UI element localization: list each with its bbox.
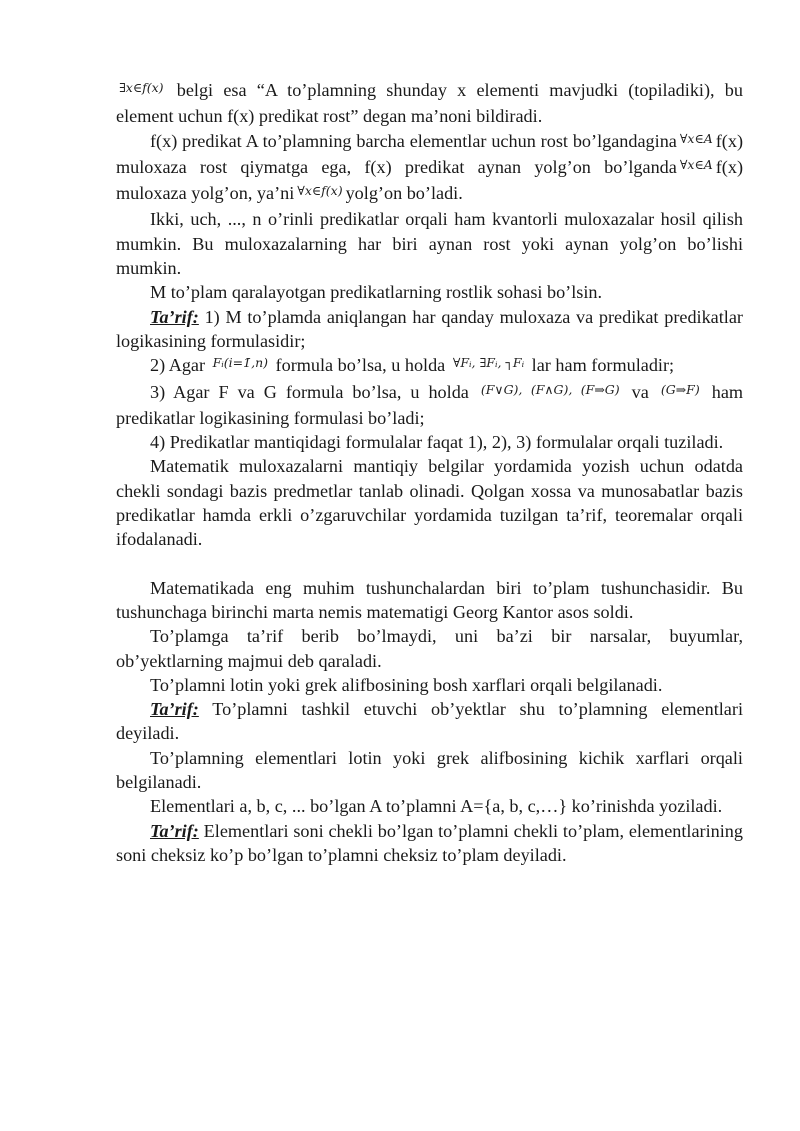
- math-forall-expr: ∀x∈f(x): [297, 183, 343, 199]
- definition-formula-4: 4) Predikatlar mantiqidagi formulalar faqat 1), 2), 3) formulalar orqali tuziladi.: [150, 432, 724, 453]
- paragraph-text: lar ham formuladir;: [531, 355, 675, 376]
- paragraph-text: 1) M to’plamda aniqlangan har qanday muloxaza va predikat predikatlar logikasining formulasidir;: [116, 306, 743, 351]
- definition-label: Ta’rif:: [150, 699, 199, 720]
- math-exists-expr: ∃x∈f(x): [119, 80, 164, 95]
- paragraph-set-undefined: To’plamga ta’rif berib bo’lmaydi, uni ba’zi bir narsalar, buyumlar, ob’yektlarning majmui deb qaraladi.: [116, 626, 743, 671]
- paragraph-truth-domain: M to’plam qaralayotgan predikatlarning rostlik sohasi bo’lsin.: [150, 282, 603, 303]
- paragraph-text: 3) Agar F va G formula bo’lsa, u holda: [150, 381, 469, 402]
- definition-set-elements: [116, 697, 743, 746]
- paragraph-text: To’plamni tashkil etuvchi ob’yektlar shu to’plamning elementlari deyiladi.: [116, 699, 743, 744]
- paragraph-text: belgi esa “A to’plamning shunday x elementi mavjudki (topiladiki), bu element uchun f(x) predikat rost” degan ma’noni bildiradi.: [116, 80, 743, 127]
- definition-formula-2: [116, 353, 743, 379]
- definition-formula-3: [116, 380, 743, 431]
- paragraph-multi-place-predicates: Ikki, uch, ..., n o’rinli predikatlar orqali ham kvantorli muloxazalar hosil qilish mumkin. Bu muloxazalarning har biri aynan rost yoki aynan yolg’on bo’lishi mumkin.: [116, 209, 743, 279]
- paragraph-forall-quantifier: [116, 129, 743, 208]
- math-fi-expr: Fᵢ(i=1̄,n): [212, 355, 268, 371]
- paragraph-element-notation: To’plamning elementlari lotin yoki grek alifbosining kichik xarflari orqali belgilanadi.: [116, 747, 743, 793]
- paragraph-text: 2) Agar: [150, 355, 206, 376]
- paragraph-text: formula bo’lsa, u holda: [275, 355, 446, 376]
- paragraph-text: va: [631, 381, 649, 402]
- math-forall-expr: ∀x∈A: [679, 156, 713, 172]
- definition-formula-1: [116, 305, 743, 354]
- math-connectives-expr: (F∨G), (F∧G), (F⇒G): [480, 381, 620, 397]
- document-body: [116, 78, 743, 867]
- math-forall-expr: ∀x∈A: [679, 130, 713, 146]
- paragraph-text: ham predikatlar logikasining formulasi bo’ladi;: [116, 381, 744, 428]
- definition-label: Ta’rif:: [150, 306, 199, 327]
- paragraph-text: yolg’on bo’ladi.: [345, 183, 463, 204]
- paragraph-spacer: [116, 552, 743, 576]
- math-implication-expr: (G⇒F): [660, 381, 700, 397]
- paragraph-basis-predicates: Matematik muloxazalarni mantiqiy belgilar yordamida yozish uchun odatda chekli sondagi bazis predmetlar tanlab olinadi. Qolgan xossa va munosabatlar bazis predikatlar hamda erkli o’zgaruvchilar yordamida tuzilgan ta’rif, teoremalar orqali ifodalanadi.: [116, 456, 743, 550]
- paragraph-set-notation: To’plamni lotin yoki grek alifbosining bosh xarflari orqali belgilanadi.: [150, 674, 663, 695]
- paragraph-exists-quantifier: [116, 78, 743, 129]
- paragraph-set-listing: Elementlari a, b, c, ... bo’lgan A to’plamni A={a, b, c,…} ko’rinishda yoziladi.: [150, 796, 723, 817]
- paragraph-text: f(x) predikat A to’plamning barcha elementlar uchun rost bo’lgandagina: [150, 130, 677, 151]
- definition-finite-infinite-sets: [116, 819, 743, 868]
- paragraph-text: f(x) muloxaza rost qiymatga ega, f(x) predikat aynan yolg’on bo’lganda: [116, 130, 743, 177]
- paragraph-set-concept: Matematikada eng muhim tushunchalardan biri to’plam tushunchasidir. Bu tushunchaga birinchi marta nemis matematigi Georg Kantor asos soldi.: [116, 577, 743, 622]
- paragraph-text: f(x) muloxaza yolg’on, ya’ni: [116, 156, 743, 204]
- paragraph-text: Elementlari soni chekli bo’lgan to’plamni chekli to’plam, elementlarining soni cheksiz ko’p bo’lgan to’plamni cheksiz to’plam deyiladi.: [116, 820, 743, 865]
- definition-label: Ta’rif:: [150, 820, 199, 841]
- math-quantified-fi-expr: ∀Fᵢ, ∃Fᵢ, ┐Fᵢ: [452, 355, 525, 371]
